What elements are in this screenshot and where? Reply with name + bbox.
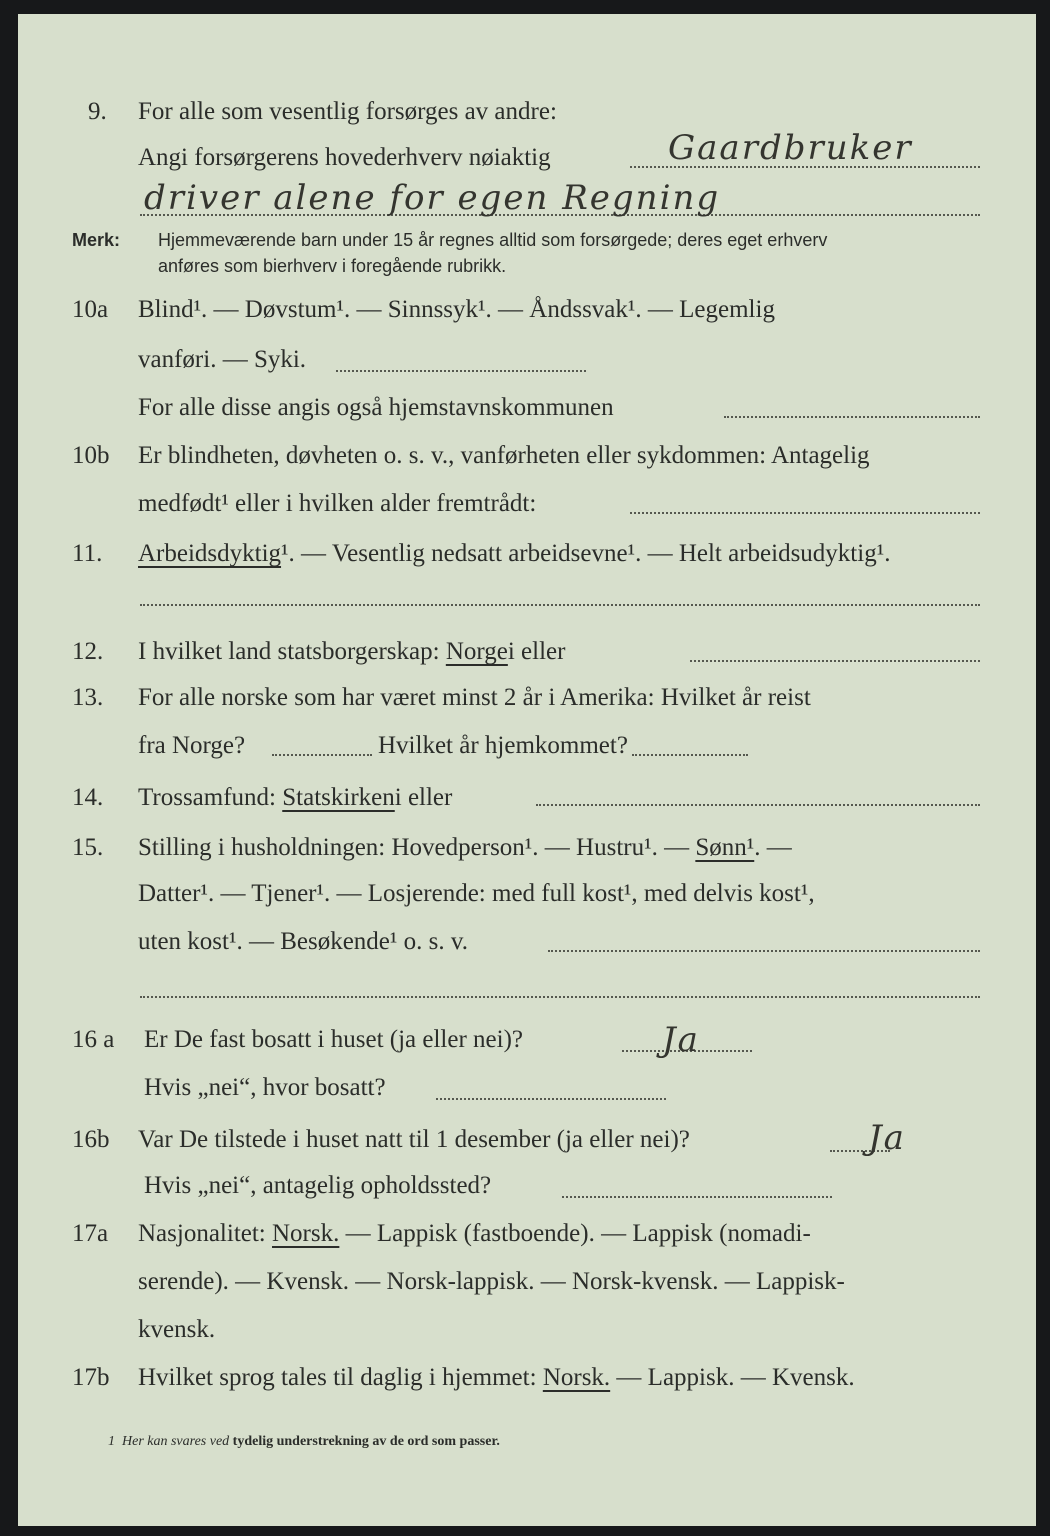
q14-number: 14. bbox=[72, 784, 104, 811]
q17b-question: Hvilket sprog tales til daglig i hjemmet: bbox=[138, 1364, 537, 1391]
q17b-line bbox=[138, 1364, 855, 1392]
q17b-selected-option: Norsk. bbox=[542, 1364, 611, 1391]
q9-line2: Angi forsørgerens hovederhverv nøiaktig bbox=[138, 144, 551, 171]
q10a-line3: For alle disse angis også hjemstavnskommunen bbox=[138, 394, 614, 421]
q16b-number: 16b bbox=[72, 1126, 110, 1153]
q13-hjemkommet-line bbox=[632, 754, 748, 756]
q11-selected-option: Arbeidsdyktig bbox=[138, 540, 282, 567]
q16a-line2: Hvis „nei“, hvor bosatt? bbox=[144, 1074, 386, 1101]
merk-label: Merk: bbox=[72, 230, 121, 250]
q10a-hjemstavn-line bbox=[724, 416, 980, 418]
q13-reist-line bbox=[272, 754, 372, 756]
footnote-text: Her kan svares ved bbox=[122, 1434, 230, 1449]
q16b-line1: Var De tilstede i huset natt til 1 desember (ja eller nei)? bbox=[138, 1126, 690, 1153]
q16b-line2: Hvis „nei“, antagelig opholdssted? bbox=[144, 1172, 492, 1199]
q9-number: 9. bbox=[88, 98, 107, 125]
q10a-line1: Blind¹. — Døvstum¹. — Sinnssyk¹. — Åndssvak¹. — Legemlig bbox=[138, 296, 775, 323]
q16a-bosatt-line bbox=[436, 1098, 666, 1100]
q12-answer-line bbox=[690, 660, 980, 662]
q17a-line3: kvensk. bbox=[138, 1316, 216, 1343]
footnote-emphasis: tydelig understrekning av de ord som passer. bbox=[232, 1434, 500, 1449]
q13-line2a: fra Norge? bbox=[138, 732, 246, 759]
q13-number: 13. bbox=[72, 684, 104, 711]
q14-rest: i eller bbox=[394, 784, 453, 811]
q14-selected-option: Statskirken bbox=[282, 784, 395, 811]
q11-number: 11. bbox=[72, 540, 103, 567]
q17a-selected-option: Norsk. bbox=[272, 1220, 340, 1247]
q12-number: 12. bbox=[72, 638, 104, 665]
q17a-line2: serende). — Kvensk. — Norsk-lappisk. — Norsk-kvensk. — Lappisk- bbox=[138, 1268, 845, 1295]
q15-answer-line2 bbox=[140, 996, 980, 998]
q11-line bbox=[138, 540, 890, 568]
q15-answer-line bbox=[548, 950, 980, 952]
q11-answer-line bbox=[140, 604, 980, 606]
q10a-number: 10a bbox=[72, 296, 109, 323]
q13-line2b: Hvilket år hjemkommet? bbox=[378, 732, 628, 759]
q16b-answer: Ja bbox=[868, 1118, 906, 1158]
q15-options-end: . — bbox=[754, 834, 792, 861]
q14-answer-line bbox=[536, 804, 980, 806]
census-form-page bbox=[18, 14, 1036, 1526]
q15-line2: Datter¹. — Tjener¹. — Losjerende: med full kost¹, med delvis kost¹, bbox=[138, 880, 815, 907]
q17b-options: — Lappisk. — Kvensk. bbox=[616, 1364, 855, 1391]
q16a-line1: Er De fast bosatt i huset (ja eller nei)? bbox=[144, 1026, 524, 1053]
q17a-options: — Lappisk (fastboende). — Lappisk (nomadi- bbox=[345, 1220, 811, 1247]
q14-question: Trossamfund: bbox=[138, 784, 276, 811]
footnote-mark: 1 bbox=[108, 1434, 115, 1449]
q11-options: ¹. — Vesentlig nedsatt arbeidsevne¹. — Helt arbeidsudyktig¹. bbox=[281, 540, 891, 567]
q16b-opholdssted-line bbox=[562, 1196, 832, 1198]
q9-line1: For alle som vesentlig forsørges av andre: bbox=[138, 98, 557, 125]
q15-line3: uten kost¹. — Besøkende¹ o. s. v. bbox=[138, 928, 469, 955]
q10a-answer-line bbox=[336, 370, 586, 372]
q15-options-start: Stilling i husholdningen: Hovedperson¹. — Hustru¹. — bbox=[138, 834, 690, 861]
q15-number: 15. bbox=[72, 834, 104, 861]
q16a-answer: Ja bbox=[662, 1020, 700, 1060]
merk-line2: anføres som bierhverv i foregående rubrikk. bbox=[158, 256, 507, 276]
q9-answer-main: Gaardbruker bbox=[668, 128, 913, 168]
q12-rest: i eller bbox=[507, 638, 566, 665]
q10a-line2: vanføri. — Syki. bbox=[138, 346, 307, 373]
q15-selected-option: Sønn¹ bbox=[695, 834, 755, 861]
q9-answer-continued: driver alene for egen Regning bbox=[144, 178, 721, 218]
q17a-number: 17a bbox=[72, 1220, 109, 1247]
q15-line1 bbox=[138, 834, 792, 862]
q17a-line1 bbox=[138, 1220, 811, 1248]
q17b-number: 17b bbox=[72, 1364, 110, 1391]
q10b-number: 10b bbox=[72, 442, 110, 469]
footnote bbox=[108, 1434, 500, 1450]
q12-question: I hvilket land statsborgerskap: bbox=[138, 638, 440, 665]
q10b-line1: Er blindheten, døvheten o. s. v., vanførheten eller sykdommen: Antagelig bbox=[138, 442, 870, 469]
merk-line1: Hjemmeværende barn under 15 år regnes alltid som forsørgede; deres eget erhverv bbox=[158, 230, 828, 250]
q16a-number: 16 a bbox=[72, 1026, 115, 1053]
q12-selected-option: Norge bbox=[445, 638, 508, 665]
q12-line bbox=[138, 638, 565, 666]
q14-line bbox=[138, 784, 452, 812]
q13-line1: For alle norske som har været minst 2 år i Amerika: Hvilket år reist bbox=[138, 684, 811, 711]
q17a-question: Nasjonalitet: bbox=[138, 1220, 266, 1247]
q10b-answer-line bbox=[630, 512, 980, 514]
q10b-line2: medfødt¹ eller i hvilken alder fremtrådt: bbox=[138, 490, 537, 517]
